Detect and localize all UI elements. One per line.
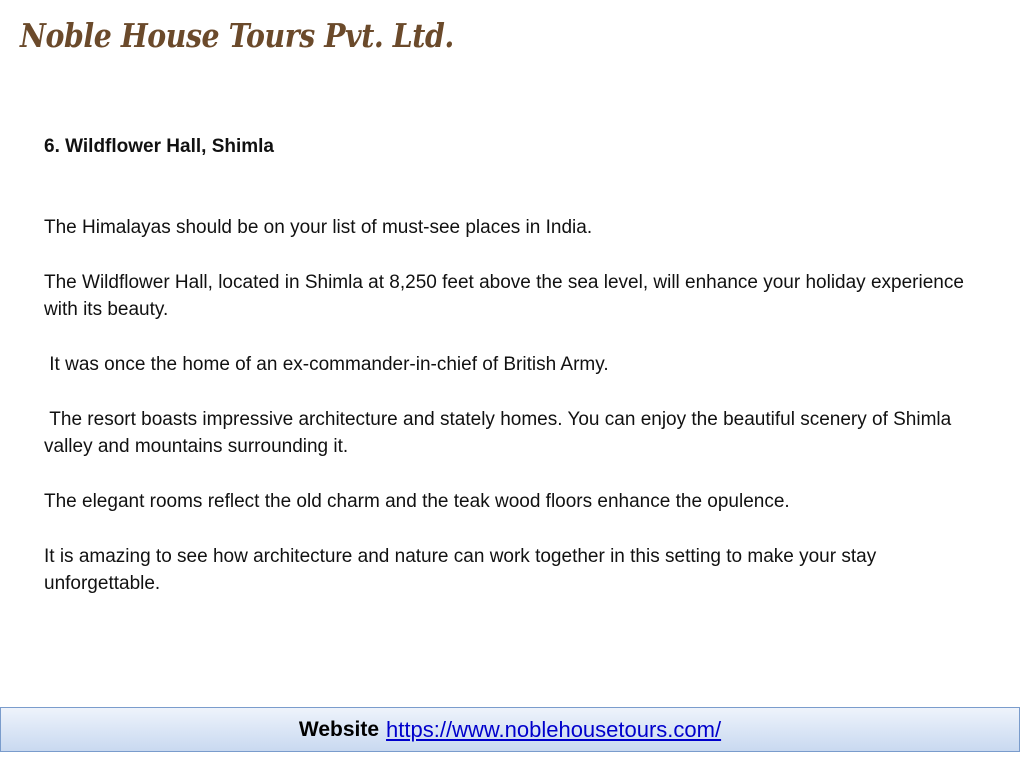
paragraph-himalayas: The Himalayas should be on your list of must-see places in India. bbox=[44, 217, 593, 238]
paragraph-conclusion: It is amazing to see how architecture and nature can work together in this setting to make your stay unforgettable. bbox=[44, 546, 877, 594]
company-logo: Noble House Tours Pvt. Ltd. bbox=[20, 16, 454, 55]
website-link[interactable]: https://www.noblehousetours.com/ bbox=[386, 716, 722, 742]
article-content bbox=[44, 133, 984, 625]
paragraph-history: It was once the home of an ex-commander-in-chief of British Army. bbox=[44, 354, 609, 375]
paragraph-rooms: The elegant rooms reflect the old charm and the teak wood floors enhance the opulence. bbox=[44, 491, 790, 512]
paragraph-architecture: The resort boasts impressive architecture and stately homes. You can enjoy the beautiful scenery of Shimla valley and mountains surrounding it. bbox=[44, 409, 957, 457]
website-label: Website bbox=[298, 717, 380, 741]
website-footer-bar bbox=[0, 707, 1020, 752]
article-heading: 6. Wildflower Hall, Shimla bbox=[44, 136, 274, 157]
paragraph-location: The Wildflower Hall, located in Shimla at 8,250 feet above the sea level, will enhance your holiday experience with its beauty. bbox=[44, 272, 964, 320]
